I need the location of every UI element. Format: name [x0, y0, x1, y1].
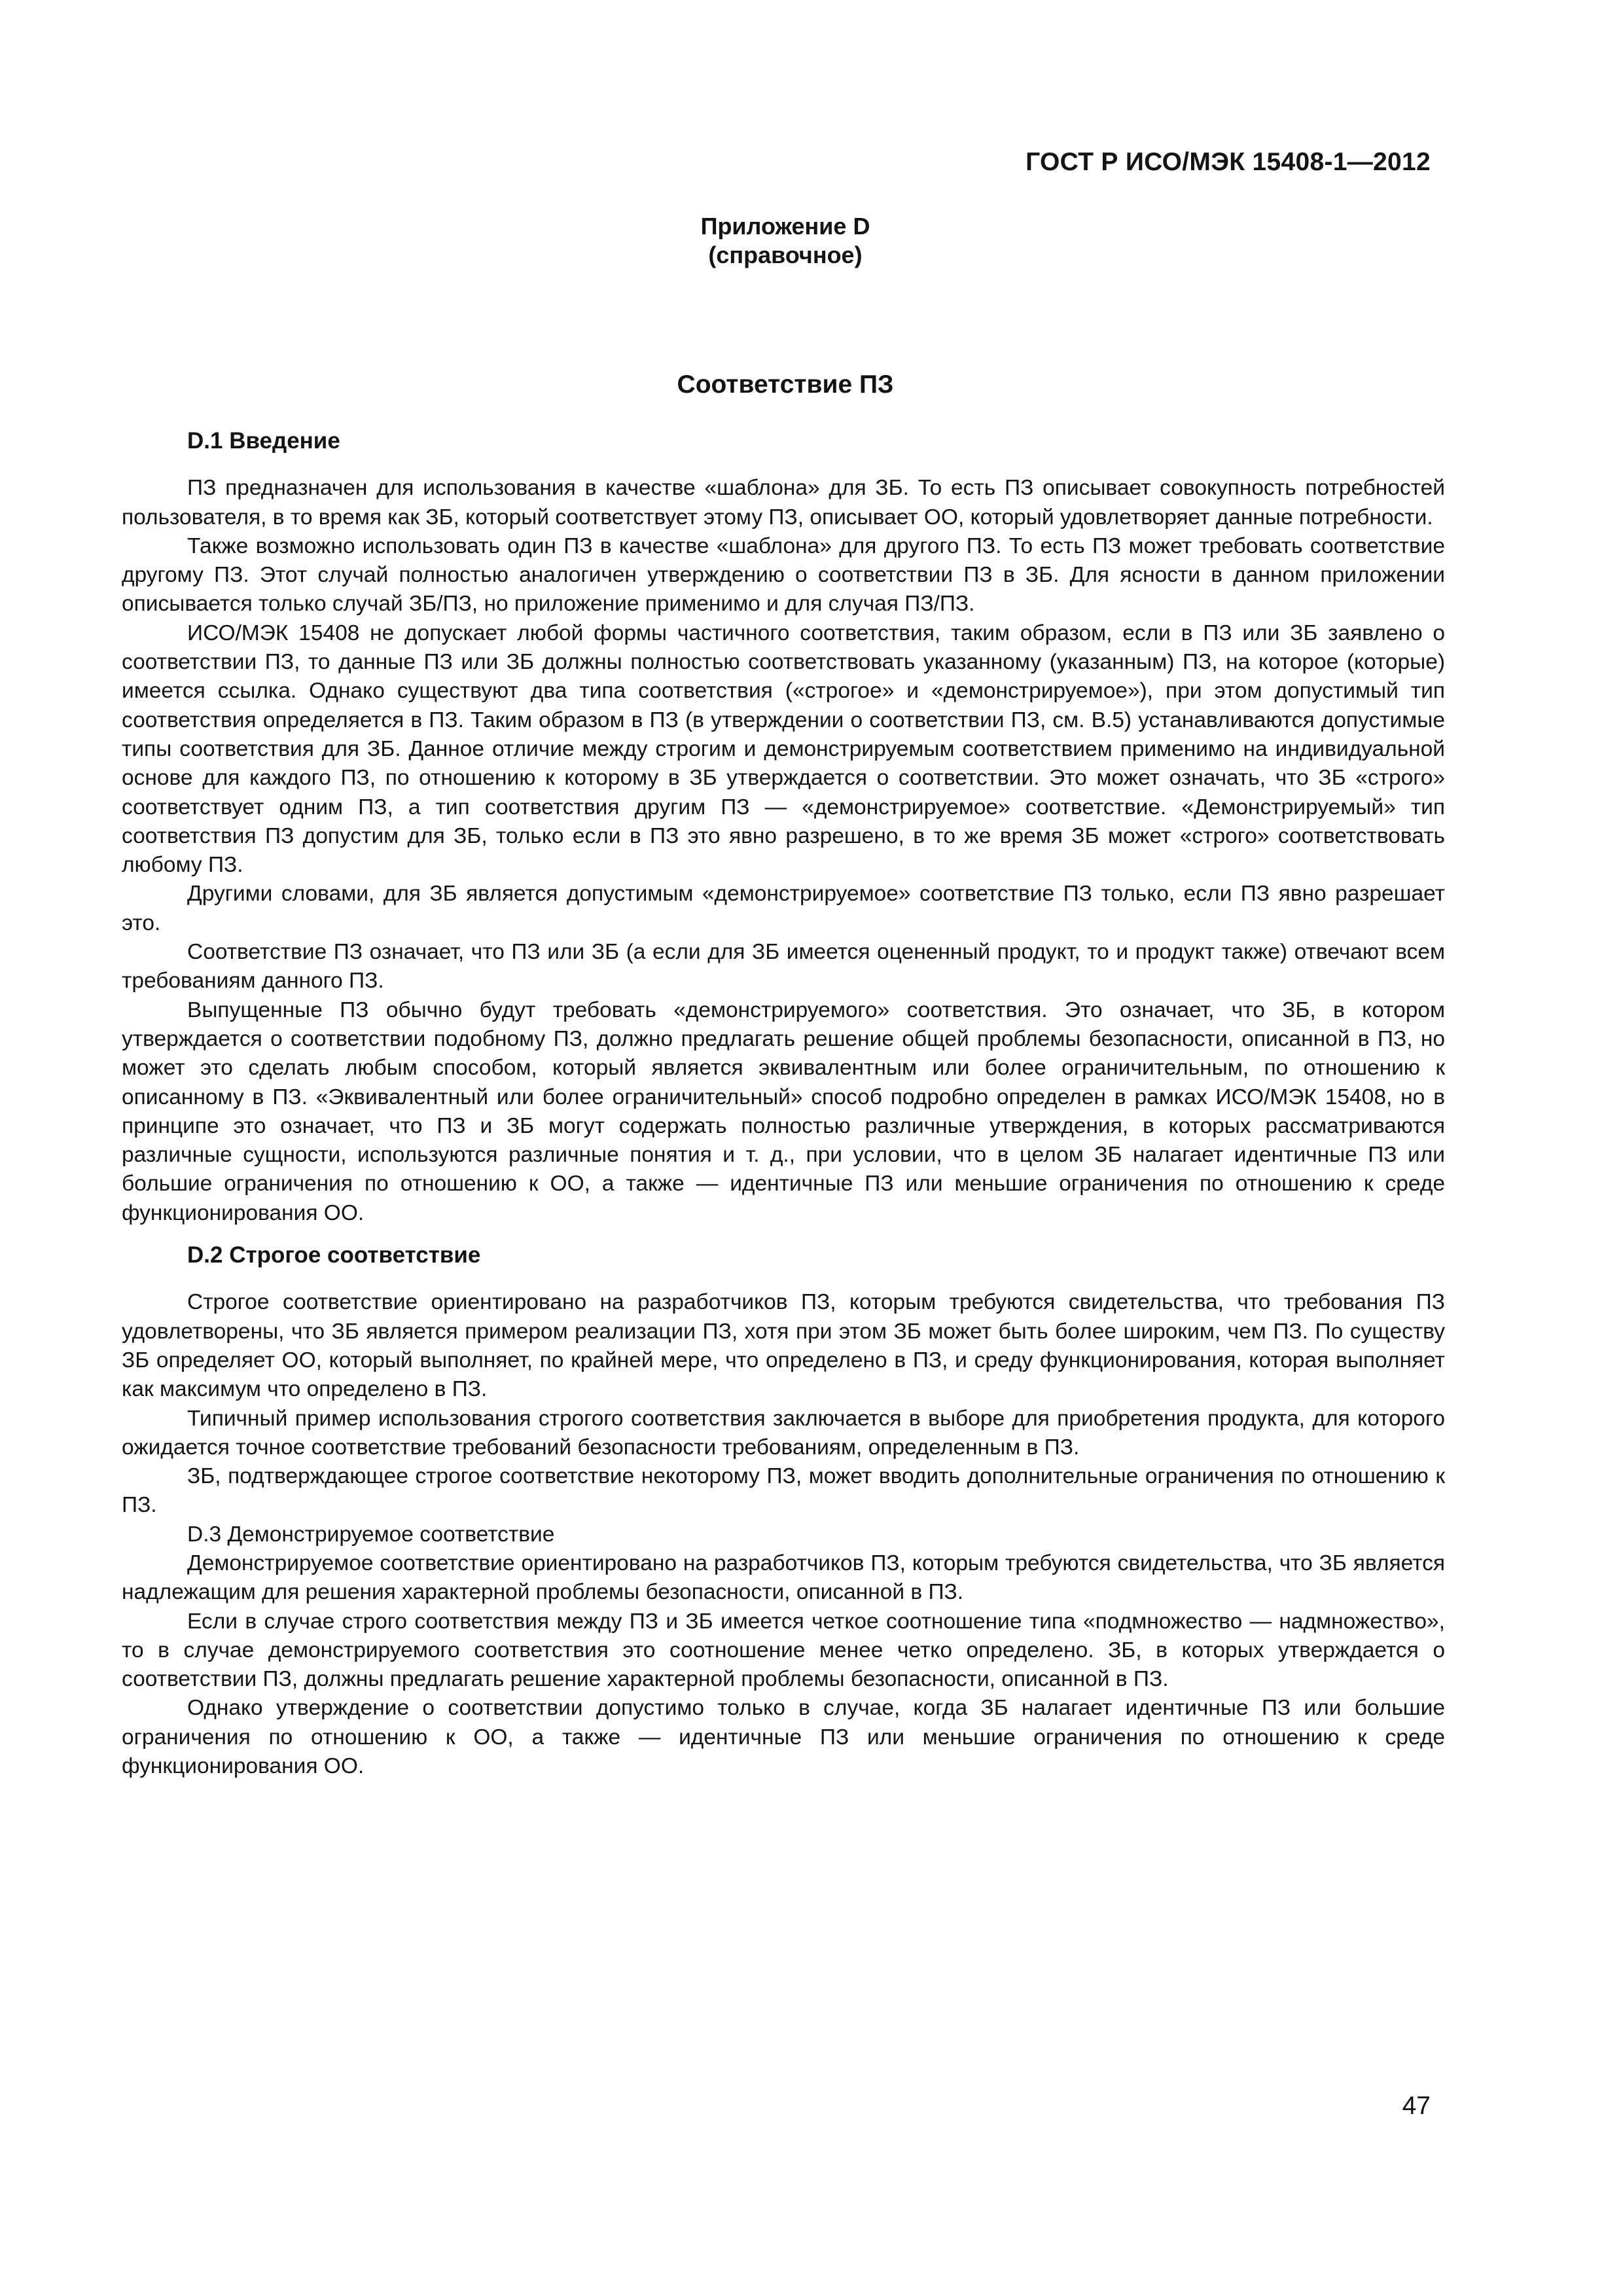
paragraph: Соответствие ПЗ означает, что ПЗ или ЗБ (а если для ЗБ имеется оцененный продукт, то и продукт также) отвечают всем требованиям данного ПЗ. — [122, 940, 1445, 994]
paragraph: ПЗ предназначен для использования в качестве «шаблона» для ЗБ. То есть ПЗ описывает совокупность потребностей пользователя, в то время как ЗБ, который соответствует этому ПЗ, описывает ОО, который удовлетворяет данные потребности. — [122, 476, 1445, 529]
section-heading-d3: D.3 Демонстрируемое соответствие — [187, 1522, 555, 1547]
paragraph: Выпущенные ПЗ обычно будут требовать «демонстрируемого» соответствия. Это означает, что ЗБ, в котором утверждается о соответствии подобному ПЗ, должно предлагать решение общей проблемы безопасности, описанной в ПЗ, но может это сделать любым способом, который является эквивалентным или более ограничительным, по отношению к описанному в ПЗ. «Эквивалентный или более ограничительный» способ подробно определен в рамках ИСО/МЭК 15408, но в принципе это означает, что ПЗ и ЗБ могут содержать полностью различные утверждения, в которых рассматриваются различные сущности, используются различные понятия и т. д., при условии, что в целом ЗБ налагает идентичные ПЗ или большие ограничения по отношению к ОО, а также — идентичные ПЗ или меньшие ограничения по отношению к среде функционирования ОО. — [122, 997, 1445, 1225]
paragraph: Другими словами, для ЗБ является допустимым «демонстрируемое» соответствие ПЗ только, если ПЗ явно разрешает это. — [122, 882, 1445, 935]
document-body — [122, 427, 1445, 1781]
paragraph: ИСО/МЭК 15408 не допускает любой формы частичного соответствия, таким образом, если в ПЗ или ЗБ заявлено о соответствии ПЗ, то данные ПЗ или ЗБ должны полностью соответствовать указанному (указанным) ПЗ, на которое (которые) имеется ссылка. Однако существуют два типа соответствия («строгое» и «демонстрируемое»), при этом допустимый тип соответствия определяется в ПЗ. Таким образом в ПЗ (в утверждении о соответствии ПЗ, см. B.5) устанавливаются допустимые типы соответствия для ЗБ. Данное отличие между строгим и демонстрируемым соответствием применимо на индивидуальной основе для каждого ПЗ, по отношению к которому в ЗБ утверждается о соответствии. Это может означать, что ЗБ «строго» соответствует одним ПЗ, а тип соответствия другим ПЗ — «демонстрируемое» соответствие. «Демонстрируемый» тип соответствия ПЗ допустим для ЗБ, только если в ПЗ это явно разрешено, в то же время ЗБ может «строго» соответствовать любому ПЗ. — [122, 620, 1445, 878]
paragraph: Демонстрируемое соответствие ориентировано на разработчиков ПЗ, которым требуются свидетельства, что ЗБ является надлежащим для решения характерной проблемы безопасности, описанной в ПЗ. — [122, 1551, 1445, 1605]
paragraph: Однако утверждение о соответствии допустимо только в случае, когда ЗБ налагает идентичные ПЗ или большие ограничения по отношению к ОО, а также — идентичные ПЗ или меньшие ограничения по отношению к среде функционирования ОО. — [122, 1696, 1445, 1779]
annex-kind: (справочное) — [708, 242, 863, 268]
paragraph: Если в случае строго соответствия между ПЗ и ЗБ имеется четкое соотношение типа «подмножество — надмножество», то в случае демонстрируемого соответствия это соотношение менее четко определено. ЗБ, в которых утверждается о соответствии ПЗ, должны предлагать решение характерной проблемы безопасности, описанной в ПЗ. — [122, 1609, 1445, 1692]
paragraph: Типичный пример использования строгого соответствия заключается в выборе для приобретения продукта, для которого ожидается точное соответствие требований безопасности требованиям, определенным в ПЗ. — [122, 1406, 1445, 1460]
section-heading-d1: D.1 Введение — [187, 428, 340, 454]
paragraph: Строгое соответствие ориентировано на разработчиков ПЗ, которым требуются свидетельства, что требования ПЗ удовлетворены, что ЗБ является примером реализации ПЗ, хотя при этом ЗБ может быть более широким, чем ПЗ. По существу ЗБ определяет ОО, который выполняет, по крайней мере, что определено в ПЗ, и среду функционирования, которая выполняет как максимум что определено в ПЗ. — [122, 1290, 1445, 1402]
annex-title: Приложение D — [700, 213, 870, 240]
annex-main-title: Соответствие ПЗ — [677, 370, 894, 399]
document-code: ГОСТ Р ИСО/МЭК 15408-1—2012 — [1026, 148, 1431, 176]
page-number: 47 — [1402, 2092, 1431, 2120]
paragraph: Также возможно использовать один ПЗ в качестве «шаблона» для другого ПЗ. То есть ПЗ может требовать соответствие другому ПЗ. Этот случай полностью аналогичен утверждению о соответствии ПЗ в ЗБ. Для ясности в данном приложении описывается только случай ЗБ/ПЗ, но приложение применимо и для случая ПЗ/ПЗ. — [122, 533, 1445, 617]
paragraph: ЗБ, подтверждающее строгое соответствие некоторому ПЗ, может вводить дополнительные ограничения по отношению к ПЗ. — [122, 1464, 1445, 1518]
section-heading-d2: D.2 Строгое соответствие — [187, 1242, 481, 1268]
